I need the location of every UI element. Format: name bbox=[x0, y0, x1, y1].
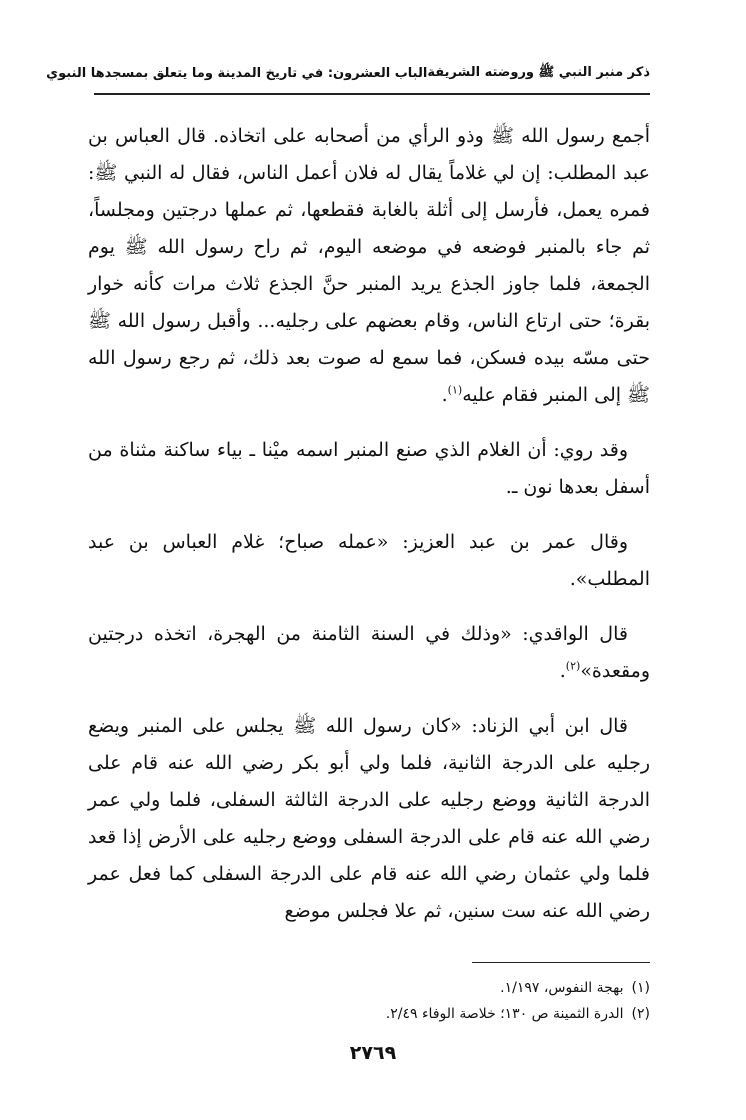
footnote-2 bbox=[120, 1001, 650, 1027]
header-chapter-title: الباب العشرون: في تاريخ المدينة وما يتعلق بمسجدها النبوي bbox=[46, 65, 428, 81]
paragraph-5 bbox=[88, 708, 650, 930]
paragraph-end: . bbox=[559, 660, 566, 682]
paragraph-end: . bbox=[441, 384, 448, 406]
paragraph-text: وقد روي: أن الغلام الذي صنع المنبر اسمه ميْنا ـ بياء ساكنة مثناة من أسفل بعدها نون ـ. bbox=[88, 439, 650, 498]
footnote-number: (١) bbox=[631, 980, 650, 996]
footnote-divider bbox=[472, 962, 650, 963]
main-text bbox=[88, 118, 650, 930]
footnote-text: بهجة النفوس، ١/١٩٧. bbox=[500, 980, 624, 996]
paragraph-4 bbox=[88, 616, 650, 690]
footnote-ref-1[interactable]: (١) bbox=[447, 383, 463, 397]
paragraph-1 bbox=[88, 118, 650, 414]
header-divider bbox=[94, 93, 650, 95]
footnotes bbox=[120, 975, 650, 1027]
footnote-text: الدرة الثمينة ص ١٣٠؛ خلاصة الوفاء ٢/٤٩. bbox=[385, 1006, 624, 1022]
running-header bbox=[46, 58, 650, 88]
paragraph-text: قال ابن أبي الزناد: «كان رسول الله ﷺ يجلس على المنبر ويضع رجليه على الدرجة الثانية، فلما ولي أبو بكر رضي الله عنه قام على الدرجة الثانية ووضع رجليه على الدرجة الثالثة السفلى، فلما ولي عمر رضي الله عنه قام على الدرجة السفلى ووضع رجليه على الأرض إذا قعد فلما ولي عثمان رضي الله عنه قام على الدرجة السفلى كما فعل عمر رضي الله عنه ست سنين، ثم علا فجلس موضع bbox=[88, 715, 650, 922]
paragraph-2 bbox=[88, 432, 650, 506]
footnote-ref-2[interactable]: (٢) bbox=[565, 659, 581, 673]
footnote-number: (٢) bbox=[631, 1006, 650, 1022]
header-chapter-section: ذكر منبر النبي ﷺ وروضته الشريفة bbox=[427, 64, 650, 80]
paragraph-3 bbox=[88, 524, 650, 598]
paragraph-text: وقال عمر بن عبد العزيز: «عمله صباح؛ غلام العباس بن عبد المطلب». bbox=[88, 531, 650, 590]
paragraph-text: أجمع رسول الله ﷺ وذو الرأي من أصحابه على اتخاذه. قال العباس بن عبد المطلب: إن لي غلاماً يقال له فلان أعمل الناس، فقال له النبي ﷺ: فمره يعمل، فأرسل إلى أثلة بالغابة فقطعها، ثم عملها درجتين ومجلساً، ثم جاء بالمنبر فوضعه في موضعه اليوم، ثم راح رسول الله ﷺ يوم الجمعة، فلما جاوز الجذع يريد المنبر حنَّ الجذع ثلاث مرات كأنه خوار بقرة؛ حتى ارتاع الناس، وقام بعضهم على رجليه... وأقبل رسول الله ﷺ حتى مسّه بيده فسكن، فما سمع له صوت بعد ذلك، ثم رجع رسول الله ﷺ إلى المنبر فقام عليه bbox=[88, 125, 650, 406]
page-number: ٢٧٦٩ bbox=[349, 1042, 397, 1064]
paragraph-text: قال الواقدي: «وذلك في السنة الثامنة من الهجرة، اتخذه درجتين ومقعدة» bbox=[88, 623, 650, 682]
footnote-1 bbox=[120, 975, 650, 1001]
